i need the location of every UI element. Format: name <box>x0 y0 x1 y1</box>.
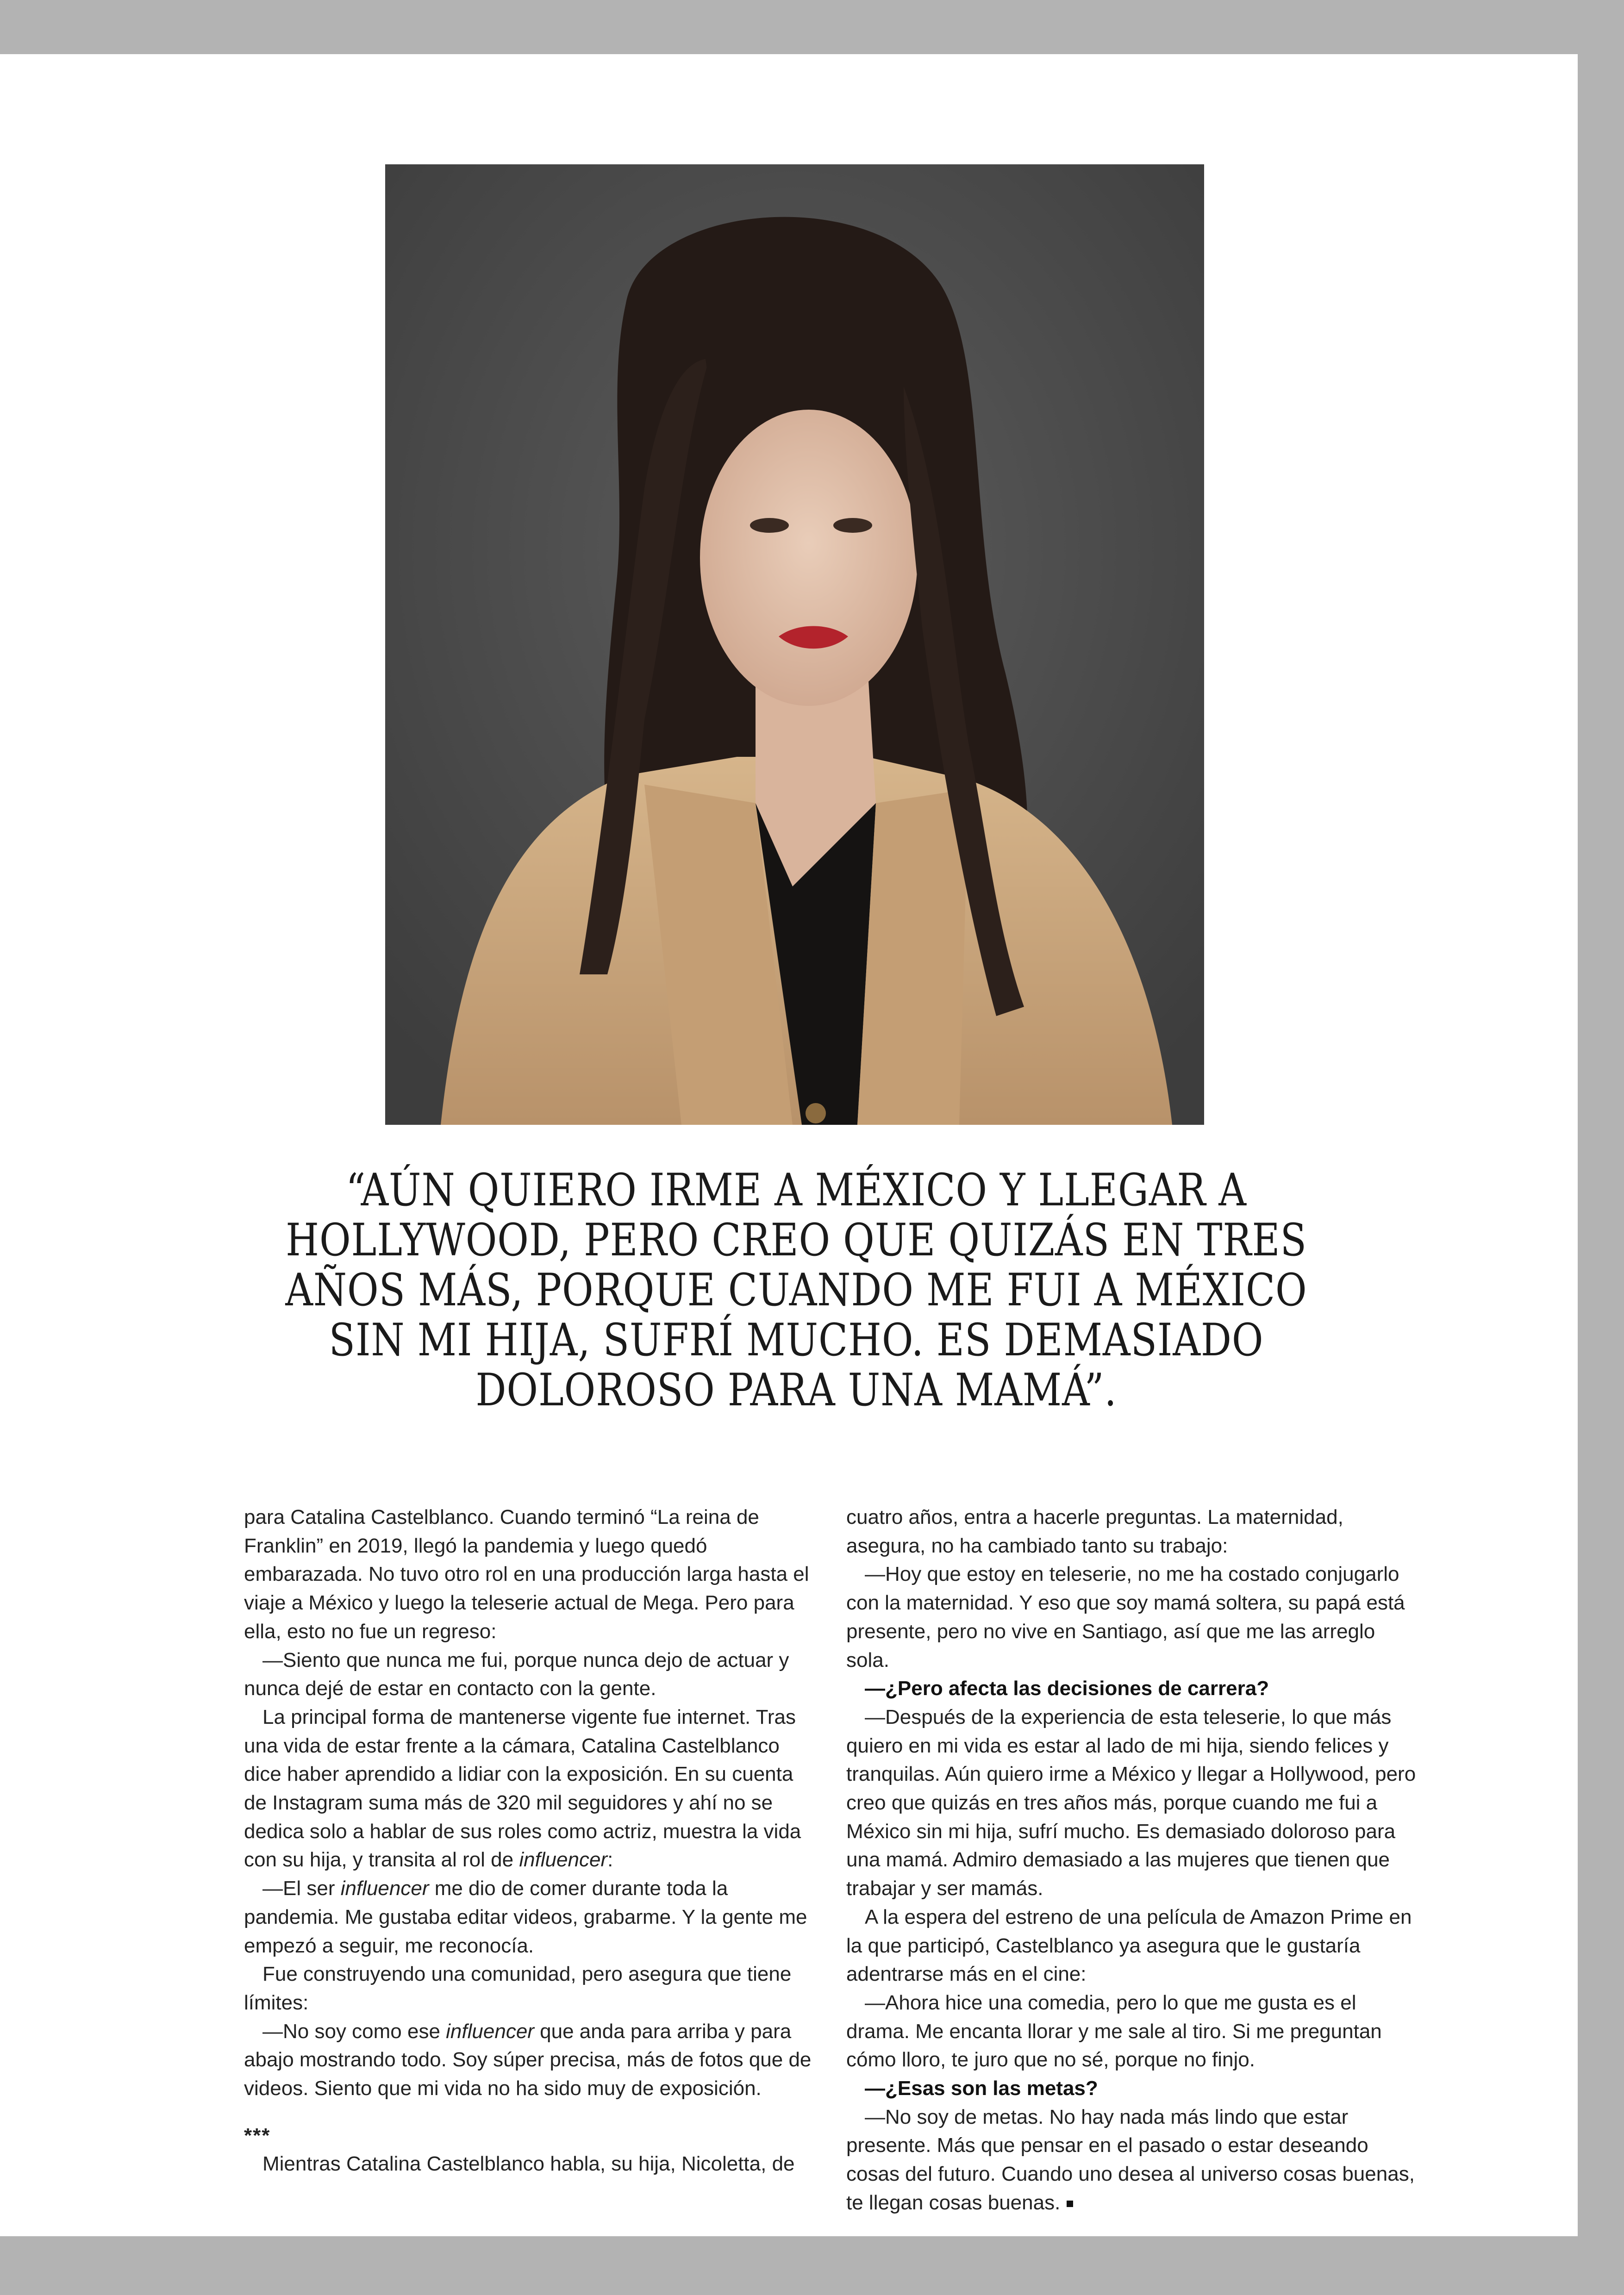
interview-question: —¿Pero afecta las decisiones de carrera? <box>865 1677 1269 1700</box>
paragraph-text: me dio de comer durante toda la pandemia. Me gustaba editar videos, grabarme. Y la gente me empezó a seguir, me reconocía. <box>244 1877 807 1957</box>
paragraph-text: La principal forma de mantenerse vigente fue internet. Tras una vida de estar frente a la cámara, Catalina Castelblanco dice haber aprendido a lidiar con la exposición. En su cuenta de Instagram suma más de 320 mil seguidores y ahí no se dedica solo a hablar de sus roles como actriz, muestra la vida con su hija, y transita al rol de <box>244 1705 801 1871</box>
paragraph-text: que anda para arriba y para abajo mostrando todo. Soy súper precisa, más de fotos que de videos. Siento que mi vida no ha sido muy de exposición. <box>244 2020 812 2100</box>
paragraph <box>846 2103 1418 2217</box>
paragraph: —Siento que nunca me fui, porque nunca dejo de actuar y nunca dejé de estar en contacto con la gente. <box>244 1648 789 1700</box>
italic-term: influencer <box>340 1877 429 1900</box>
paragraph-text: : <box>607 1848 613 1871</box>
paragraph <box>244 1874 816 1960</box>
paragraph: Mientras Catalina Castelblanco habla, su hija, Nicoletta, de <box>262 2152 795 2176</box>
paragraph: —Ahora hice una comedia, pero lo que me gusta es el drama. Me encanta llorar y me sale al tiro. Si me preguntan cómo lloro, te juro que no sé, porque no finjo. <box>846 1991 1382 2071</box>
portrait-illustration <box>385 164 1204 1125</box>
paragraph: cuatro años, entra a hacerle preguntas. La maternidad, asegura, no ha cambiado tanto su trabajo: <box>846 1506 1343 1557</box>
italic-term: influencer <box>446 2020 534 2043</box>
article-column-right <box>846 1503 1418 2217</box>
magazine-page <box>0 54 1578 2236</box>
paragraph-text: —El ser <box>262 1877 341 1900</box>
paragraph: —Hoy que estoy en teleserie, no me ha costado conjugarlo con la maternidad. Y eso que soy mamá soltera, su papá está presente, pero no vive en Santiago, así que me las arreglo sola. <box>846 1563 1405 1671</box>
paragraph <box>244 1703 816 1874</box>
section-separator: *** <box>244 2124 271 2147</box>
paragraph: —Después de la experiencia de esta teleserie, lo que más quiero en mi vida es estar al lado de mi hija, siendo felices y tranquilas. Aún quiero irme a México y llegar a Hollywood, pero creo que quizás en tres años más, porque cuando me fui a México sin mi hija, sufrí mucho. Es demasiado doloroso para una mamá. Admiro demasiado a las mujeres que tienen que trabajar y ser mamás. <box>846 1705 1416 1900</box>
paragraph: para Catalina Castelblanco. Cuando terminó “La reina de Franklin” en 2019, llegó la pandemia y luego quedó embarazada. No tuvo otro rol en una producción larga hasta el viaje a México y luego la teleserie actual de Mega. Pero para ella, esto no fue un regreso: <box>244 1506 809 1643</box>
paragraph: A la espera del estreno de una película de Amazon Prime en la que participó, Castelblanco ya asegura que le gustaría adentrarse más en el cine: <box>846 1905 1412 1986</box>
end-of-article-mark <box>1067 2201 1073 2207</box>
paragraph: Fue construyendo una comunidad, pero asegura que tiene límites: <box>244 1963 792 2014</box>
paragraph-text: —No soy como ese <box>262 2020 446 2043</box>
paragraph-text: —No soy de metas. No hay nada más lindo que estar presente. Más que pensar en el pasado o estar deseando cosas del futuro. Cuando uno desea al universo cosas buenas, te llegan cosas buenas. <box>846 2105 1415 2214</box>
pull-quote: “AÚN QUIERO IRME A MÉXICO Y LLEGAR A HOLLYWOOD, PERO CREO QUE QUIZÁS EN TRES AÑOS MÁS, PORQUE CUANDO ME FUI A MÉXICO SIN MI HIJA, SUFRÍ MUCHO. ES DEMASIADO DOLOROSO PARA UNA MAMÁ”. <box>285 1164 1307 1416</box>
portrait-photo <box>385 164 1204 1125</box>
article-column-left <box>244 1503 816 2178</box>
italic-term: influencer <box>519 1848 608 1871</box>
interview-question: —¿Esas son las metas? <box>865 2077 1098 2100</box>
paragraph <box>244 2017 816 2103</box>
